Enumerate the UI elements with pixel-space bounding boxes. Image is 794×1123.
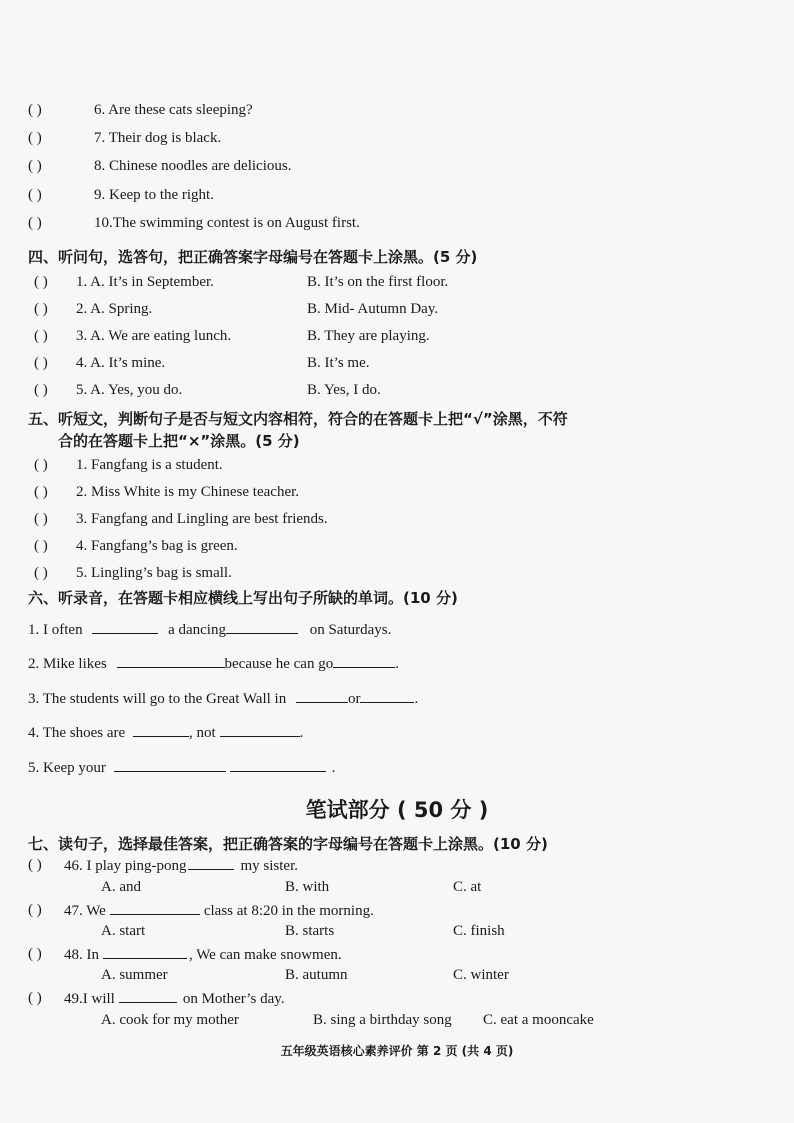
- sentence-text: 2. Mike likes: [28, 656, 107, 672]
- answer-paren: ( ): [28, 187, 42, 203]
- option-a: 1. A. It’s in September.: [76, 274, 214, 290]
- fill-sentence-4: [28, 724, 303, 742]
- option-b: B. Mid- Autumn Day.: [307, 301, 439, 317]
- answer-paren: ( ): [34, 274, 48, 290]
- answer-blank: [220, 724, 300, 737]
- fill-sentence-5: [28, 759, 335, 777]
- sentence-text: 4. The shoes are: [28, 725, 126, 741]
- question-8: 8. Chinese noodles are delicious.: [94, 158, 292, 174]
- question-text: 47. We: [64, 903, 106, 919]
- statement-1: 1. Fangfang is a student.: [76, 457, 223, 473]
- question-text: my sister.: [240, 858, 298, 874]
- question-10: 10.The swimming contest is on August first.: [94, 215, 360, 231]
- option-c: C. at: [453, 879, 482, 895]
- option-a: 5. A. Yes, you do.: [76, 382, 183, 398]
- section-5-heading-cont: 合的在答题卡上把“×”涂黑。(5 分): [58, 432, 300, 450]
- option-a: A. start: [101, 923, 146, 939]
- answer-blank: [333, 655, 395, 668]
- answer-blank: [92, 621, 158, 634]
- answer-paren: ( ): [34, 511, 48, 527]
- question-text: on Mother’s day.: [182, 991, 285, 1007]
- answer-blank: [230, 759, 326, 772]
- question-text: class at 8:20 in the morning.: [203, 903, 374, 919]
- option-b: B. with: [285, 879, 330, 895]
- question-9: 9. Keep to the right.: [94, 187, 214, 203]
- option-b: B. They are playing.: [307, 328, 430, 344]
- fill-sentence-1: [28, 621, 391, 639]
- sentence-text: .: [414, 691, 419, 707]
- sentence-text: because he can go: [224, 656, 334, 672]
- question-text: 49.I will: [64, 991, 115, 1007]
- answer-paren: ( ): [34, 538, 48, 554]
- answer-paren: ( ): [28, 902, 42, 918]
- sentence-text: a dancing: [168, 622, 226, 638]
- sentence-text: 5. Keep your: [28, 760, 106, 776]
- option-c: C. winter: [453, 967, 509, 983]
- fill-sentence-3: [28, 690, 418, 708]
- answer-blank: [103, 946, 187, 959]
- answer-paren: ( ): [28, 990, 42, 1006]
- answer-blank: [117, 655, 225, 668]
- fill-sentence-2: [28, 655, 399, 673]
- page-footer: 五年级英语核心素养评价 第 2 页 (共 4 页): [280, 1044, 514, 1058]
- option-b: B. sing a birthday song: [313, 1012, 452, 1028]
- statement-3: 3. Fangfang and Lingling are best friends.: [76, 511, 328, 527]
- question-48: [64, 946, 342, 964]
- option-c: C. finish: [453, 923, 505, 939]
- option-b: B. It’s me.: [307, 355, 370, 371]
- answer-paren: ( ): [34, 484, 48, 500]
- question-text: 48. In: [64, 947, 99, 963]
- question-6: 6. Are these cats sleeping?: [94, 102, 253, 118]
- answer-paren: ( ): [28, 946, 42, 962]
- section-7-heading: 七、读句子，选择最佳答案，把正确答案的字母编号在答题卡上涂黑。(10 分): [28, 835, 548, 853]
- question-49: [64, 990, 285, 1008]
- question-47: [64, 902, 374, 920]
- answer-paren: ( ): [28, 215, 42, 231]
- answer-paren: ( ): [28, 102, 42, 118]
- answer-blank: [114, 759, 226, 772]
- option-b: B. starts: [285, 923, 335, 939]
- sentence-text: , not: [188, 725, 216, 741]
- question-7: 7. Their dog is black.: [94, 130, 222, 146]
- statement-4: 4. Fangfang’s bag is green.: [76, 538, 238, 554]
- answer-paren: ( ): [28, 857, 42, 873]
- answer-paren: ( ): [28, 130, 42, 146]
- sentence-text: 3. The students will go to the Great Wall in: [28, 691, 287, 707]
- answer-blank: [360, 690, 414, 703]
- option-a: 3. A. We are eating lunch.: [76, 328, 232, 344]
- answer-blank: [226, 621, 298, 634]
- option-a: 2. A. Spring.: [76, 301, 153, 317]
- sentence-text: 1. I often: [28, 622, 83, 638]
- answer-paren: ( ): [34, 565, 48, 581]
- option-b: B. Yes, I do.: [307, 382, 381, 398]
- option-a: A. summer: [101, 967, 168, 983]
- option-c: C. eat a mooncake: [483, 1012, 594, 1028]
- answer-blank: [133, 724, 189, 737]
- answer-blank: [188, 857, 234, 870]
- statement-2: 2. Miss White is my Chinese teacher.: [76, 484, 300, 500]
- answer-blank: [110, 902, 200, 915]
- answer-paren: ( ): [34, 355, 48, 371]
- option-b: B. autumn: [285, 967, 348, 983]
- statement-5: 5. Lingling’s bag is small.: [76, 565, 232, 581]
- question-text: 46. I play ping-pong: [64, 858, 187, 874]
- sentence-text: .: [331, 760, 336, 776]
- answer-paren: ( ): [34, 328, 48, 344]
- question-46: [64, 857, 298, 875]
- option-a: A. and: [101, 879, 141, 895]
- option-a: 4. A. It’s mine.: [76, 355, 166, 371]
- sentence-text: on Saturdays.: [309, 622, 392, 638]
- option-a: A. cook for my mother: [101, 1012, 239, 1028]
- sentence-text: or: [347, 691, 361, 707]
- answer-paren: ( ): [34, 301, 48, 317]
- answer-blank: [296, 690, 348, 703]
- answer-blank: [119, 990, 177, 1003]
- sentence-text: .: [395, 656, 399, 672]
- sentence-text: .: [299, 725, 304, 741]
- section-6-heading: 六、听录音，在答题卡相应横线上写出句子所缺的单词。(10 分): [28, 589, 458, 607]
- answer-paren: ( ): [34, 382, 48, 398]
- section-5-heading: 五、听短文，判断句子是否与短文内容相符，符合的在答题卡上把“√”涂黑，不符: [28, 410, 568, 428]
- answer-paren: ( ): [28, 158, 42, 174]
- written-section-title: 笔试部分 ( 50 分 ): [305, 798, 489, 822]
- option-b: B. It’s on the first floor.: [307, 274, 449, 290]
- question-text: , We can make snowmen.: [189, 947, 342, 963]
- section-4-heading: 四、听问句，选答句，把正确答案字母编号在答题卡上涂黑。(5 分): [28, 248, 478, 266]
- answer-paren: ( ): [34, 457, 48, 473]
